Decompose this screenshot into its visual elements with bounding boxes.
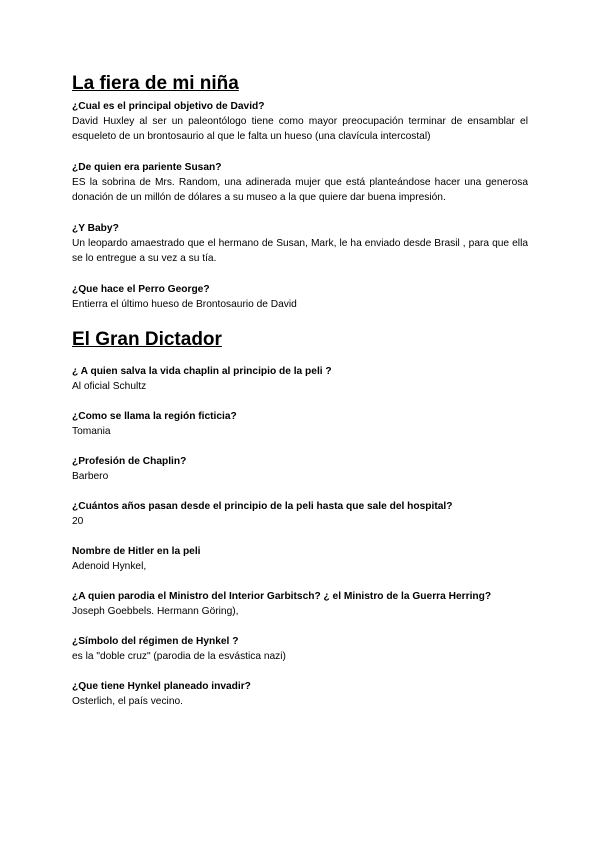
answer: es la "doble cruz" (parodia de la esvástica nazi) (72, 651, 286, 662)
qa-item (72, 454, 528, 484)
qa-item (72, 589, 528, 619)
answer: David Huxley al ser un paleontólogo tiene como mayor preocupación terminar de ensamblar el esqueleto de un brontosaurio al que le falta un hueso (una clavícula intercostal) (72, 116, 528, 142)
section-la-fiera-de-mi-nina (72, 72, 528, 312)
answer: Tomania (72, 426, 111, 437)
question: Nombre de Hitler en la peli (72, 546, 201, 557)
qa-item (72, 99, 528, 144)
qa-item (72, 499, 528, 529)
question: ¿Cuántos años pasan desde el principio de la peli hasta que sale del hospital? (72, 501, 453, 512)
answer: Joseph Goebbels. Hermann Göring), (72, 606, 239, 617)
qa-item (72, 634, 528, 664)
question: ¿Que hace el Perro George? (72, 284, 210, 295)
qa-item (72, 544, 528, 574)
section-title: La fiera de mi niña (72, 73, 239, 94)
answer: Al oficial Schultz (72, 381, 147, 392)
document-page (72, 72, 528, 724)
question: ¿Símbolo del régimen de Hynkel ? (72, 636, 239, 647)
answer: Un leopardo amaestrado que el hermano de Susan, Mark, le ha enviado desde Brasil , para que ella se lo entregue a su vez a su tía. (72, 238, 528, 264)
answer: Osterlich, el país vecino. (72, 696, 183, 707)
qa-item (72, 409, 528, 439)
qa-item (72, 160, 528, 205)
qa-item (72, 679, 528, 709)
question: ¿ A quien salva la vida chaplin al principio de la peli ? (72, 366, 332, 377)
qa-item (72, 364, 528, 394)
qa-item (72, 221, 528, 266)
answer: Barbero (72, 471, 109, 482)
question: ¿De quien era pariente Susan? (72, 162, 222, 173)
question: ¿Que tiene Hynkel planeado invadir? (72, 681, 251, 692)
answer: ES la sobrina de Mrs. Random, una adinerada mujer que está planteándose hacer una generosa donación de un millón de dólares a su museo a la que quiere dar buena impresión. (72, 177, 528, 203)
question: ¿Profesión de Chaplin? (72, 456, 187, 467)
section-el-gran-dictador (72, 328, 528, 709)
question: ¿A quien parodia el Ministro del Interior Garbitsch? ¿ el Ministro de la Guerra Herring? (72, 591, 492, 602)
question: ¿Como se llama la región ficticia? (72, 411, 237, 422)
section-title: El Gran Dictador (72, 329, 222, 350)
answer: Entierra el último hueso de Brontosaurio de David (72, 299, 297, 310)
answer: 20 (72, 516, 84, 527)
question: ¿Y Baby? (72, 223, 119, 234)
qa-item (72, 282, 528, 312)
question: ¿Cual es el principal objetivo de David? (72, 101, 265, 112)
answer: Adenoid Hynkel, (72, 561, 147, 572)
